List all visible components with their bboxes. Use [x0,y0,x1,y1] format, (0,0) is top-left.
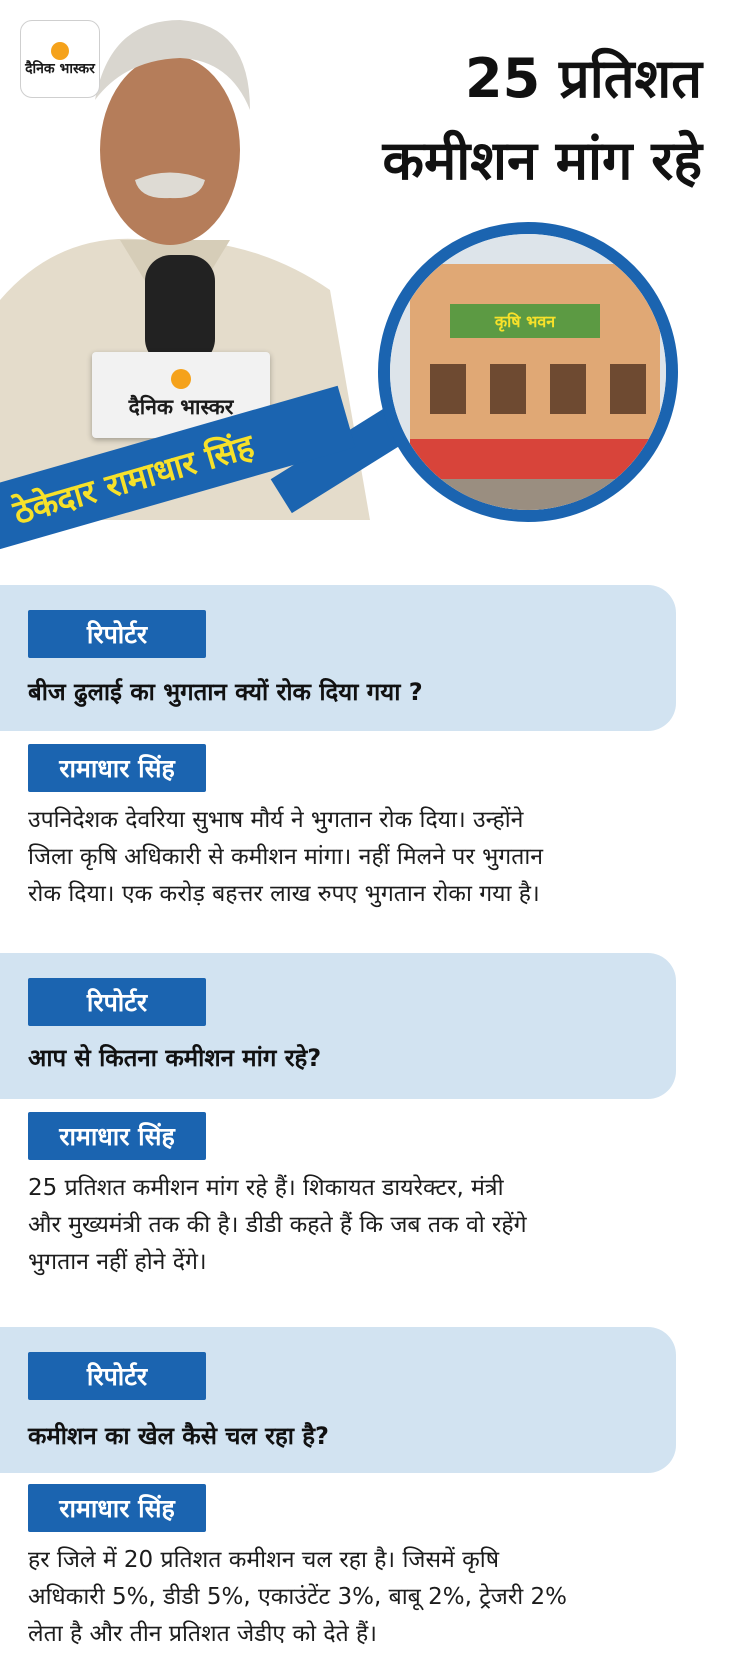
question-text: बीज ढुलाई का भुगतान क्यों रोक दिया गया ? [28,678,423,706]
magnifier-lens [378,222,678,522]
answer-text-1 [28,802,688,913]
question-block-1 [0,585,676,731]
respondent-label: रामाधार सिंह [28,1112,206,1160]
answer-line: उपनिदेशक देवरिया सुभाष मौर्य ने भुगतान रोक दिया। उन्होंने [28,807,524,833]
question-text: आप से कितना कमीशन मांग रहे? [28,1044,322,1072]
answer-line: जिला कृषि अधिकारी से कमीशन मांगा। नहीं मिलने पर भुगतान [28,844,544,870]
building-photo [390,234,666,510]
hero-graphic [0,0,730,585]
answer-line: 25 प्रतिशत कमीशन मांग रहे हैं। शिकायत डायरेक्टर, मंत्री [28,1175,504,1201]
mic-sun-icon [171,369,191,389]
answer-text-3 [28,1542,688,1653]
logo-sun-icon [51,42,69,60]
answer-line: हर जिले में 20 प्रतिशत कमीशन चल रहा है। जिसमें कृषि [28,1547,499,1573]
reporter-label: रिपोर्टर [28,1352,206,1400]
reporter-label: रिपोर्टर [28,610,206,658]
respondent-label: रामाधार सिंह [28,744,206,792]
brand-logo [20,20,100,98]
name-banner-text: ठेकेदार रामाधार सिंह [8,425,259,532]
answer-line: भुगतान नहीं होने देंगे। [28,1249,207,1275]
question-block-3 [0,1327,676,1473]
logo-text: दैनिक भास्कर [25,60,95,77]
headline [383,38,702,202]
headline-line-1: 25 प्रतिशत [465,47,702,110]
headline-line-2: कमीशन मांग रहे [382,129,702,192]
question-text: कमीशन का खेल कैसे चल रहा है? [28,1422,329,1450]
answer-line: रोक दिया। एक करोड़ बहत्तर लाख रुपए भुगतान रोका गया है। [28,881,540,907]
reporter-label: रिपोर्टर [28,978,206,1026]
question-block-2 [0,953,676,1099]
answer-line: लेता है और तीन प्रतिशत जेडीए को देते हैं। [28,1621,377,1647]
answer-text-2 [28,1170,688,1281]
mic-brand-text: दैनिक भास्कर [128,395,234,419]
answer-line: अधिकारी 5%, डीडी 5%, एकाउंटेंट 3%, बाबू 2%, ट्रेजरी 2% [28,1584,568,1610]
respondent-label: रामाधार सिंह [28,1484,206,1532]
answer-line: और मुख्यमंत्री तक की है। डीडी कहते हैं कि जब तक वो रहेंगे [28,1212,527,1238]
building-sign-text: कृषि भवन [494,312,556,331]
